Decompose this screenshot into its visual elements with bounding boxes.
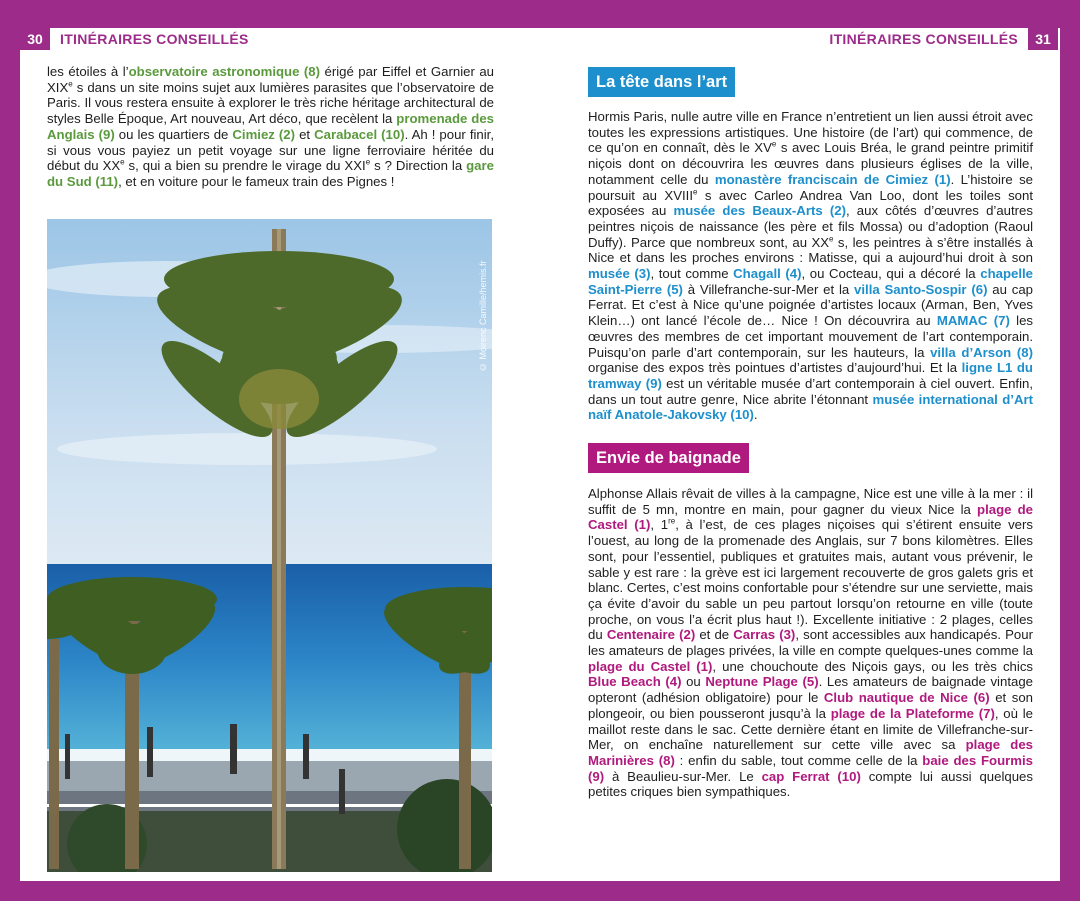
poi-centenaire: Centenaire (2) <box>606 627 696 643</box>
promenade-palm-trees-photo <box>47 219 492 872</box>
top-frame <box>0 0 1080 28</box>
poi-ligne-tramway: ligne L1 du tramway (9) <box>588 360 1033 391</box>
poi-plage-castel: plage de Castel (1) <box>588 501 1033 533</box>
left-frame <box>0 0 20 901</box>
photo-credit: © Moirenc Camille/hemis.fr <box>478 260 488 372</box>
right-frame <box>1060 0 1080 901</box>
poi-mamac: MAMAC (7) <box>936 313 1010 329</box>
poi-plage-marinieres: plage des Marinières (8) <box>588 737 1033 768</box>
left-intro-paragraph: les étoiles à l’observatoire astronomique (8) érigé par Eiffel et Garnier au XIXe s dans un site moins sujet aux lumières parasites que l’observatoire de Paris. Il vous restera ensuite à explorer le très riche héritage architectural de styles Belle Époque, Art nouveau, Art déco, que recèlent la promenade des Anglais (9) ou les quartiers de Cimiez (2) et Carabacel (10). Ah ! pour finir, si vous vous payiez un petit voyage sur une ligne ferroviaire héritée du début du XXe s, qui a bien su prendre le virage du XXIe s ? Direction la gare du Sud (11), et en voiture pour le fameux train des Pignes ! <box>47 64 495 189</box>
poi-plage-du-castel: plage du Castel (1) <box>588 658 713 674</box>
left-running-head: ITINÉRAIRES CONSEILLÉS <box>60 31 249 47</box>
left-page-number: 30 <box>20 28 50 50</box>
poi-monastere-cimiez: monastère franciscain de Cimiez (1) <box>714 171 951 187</box>
poi-carras: Carras (3) <box>733 627 796 643</box>
section-title-art: La tête dans l’art <box>588 67 735 97</box>
poi-plage-plateforme: plage de la Plateforme (7) <box>830 705 995 721</box>
poi-neptune-plage: Neptune Plage (5) <box>705 674 819 690</box>
poi-cimiez: Cimiez (2) <box>232 126 296 142</box>
right-page-number: 31 <box>1028 28 1058 50</box>
right-running-head: ITINÉRAIRES CONSEILLÉS <box>829 31 1018 47</box>
poi-chagall: Chagall (4) <box>733 266 802 282</box>
poi-blue-beach: Blue Beach (4) <box>588 674 682 690</box>
poi-carabacel: Carabacel (10) <box>314 126 405 142</box>
poi-musee-matisse: musée (3) <box>588 266 651 282</box>
poi-promenade-anglais: promenade des Anglais (9) <box>47 111 494 142</box>
section-title-baignade: Envie de baignade <box>588 443 749 473</box>
poi-musee-beaux-arts: musée des Beaux-Arts (2) <box>673 203 846 219</box>
baignade-paragraph: Alphonse Allais rêvait de villes à la campagne, Nice est une ville à la mer : il suffit de 5 mn, montre en main, pour gagner du vieux Nice la plage de Castel (1), 1re, à l’est, de ces plages niçoises qui s’étirent ensuite vers l’ouest, au long de la promenade des Anglais, sur 7 bons kilomètres. Elles sont, pour l’essentiel, publiques et gratuites mais, autant vous prévenir, le sable y est rare : la grève est ici largement recouverte de gros galets gris et blanc. Certes, c’est moins confortable pour s’étendre sur une serviette, mais ça évite d’avoir du sable un peu partout lorsqu’on retourne en ville (toute proche, on vous l’a écrit plus haut !). Excellente initiative : 2 plages, celles du Centenaire (2) et de Carras (3), sont accessibles aux handicapés. Pour les amateurs de plages privées, la ville en compte quelques-unes comme la plage du Castel (1), une chouchoute des Niçois gays, ou les très chics Blue Beach (4) ou Neptune Plage (5). Les amateurs de baignade vintage opteront (adhésion obligatoire) pour le Club nautique de Nice (6) et son plongeoir, ou bien pousseront jusqu’à la plage de la Plateforme (7), où le maillot reste dans le sac. Cette dernière étant en limite de Villefranche-sur-Mer, on enchaîne naturellement sur cette ville avec sa plage des Marinières (8) : enfin du sable, tout comme celle de la baie des Fourmis (9) à Beaulieu-sur-Mer. Le cap Ferrat (10) compte lui aussi quelques petites criques bien sympathiques. <box>588 486 1034 800</box>
poi-observatoire: observatoire astronomique (8) <box>128 64 321 79</box>
poi-chapelle-saint-pierre: chapelle Saint-Pierre (5) <box>588 266 1034 297</box>
poi-villa-arson: villa d’Arson (8) <box>930 344 1033 360</box>
poi-villa-santo-sospir: villa Santo-Sospir (6) <box>854 281 988 297</box>
bottom-frame <box>0 881 1080 901</box>
poi-baie-fourmis: baie des Fourmis (9) <box>588 752 1033 784</box>
poi-cap-ferrat: cap Ferrat (10) <box>761 768 861 784</box>
poi-club-nautique: Club nautique de Nice (6) <box>823 690 990 706</box>
poi-musee-art-naif: musée international d’Art naïf Anatole-Jakovsky (10) <box>588 391 1033 423</box>
art-paragraph: Hormis Paris, nulle autre ville en France n’entretient un lien aussi étroit avec toutes les expressions artistiques. Une histoire (de l’art) qui commence, de ce qu’on en connaît, dès le XVe s avec Louis Bréa, le grand peintre primitif niçois dont on découvrira les œuvres dans plusieurs églises de la ville, notamment celle du monastère franciscain de Cimiez (1). L’histoire se poursuit au XVIIIe s avec Carleo Andrea Van Loo, dont les toiles sont exposées au musée des Beaux-Arts (2), aux côtés d’œuvres d’autres peintres niçois de naissance (les père et fils Mossa) ou d’adoption (Raoul Duffy). Parce que nombreux sont, au XXe s, les peintres à s’être installés à Nice et dans les proches environs : Matisse, qui a aujourd’hui droit à son musée (3), tout comme Chagall (4), ou Cocteau, qui a décoré la chapelle Saint-Pierre (5) à Villefranche-sur-Mer et la villa Santo-Sospir (6) au cap Ferrat. Et c’est à Nice qu’une poignée d’artistes locaux (Arman, Ben, Yves Klein…) ont lancé l’école de… Nice ! On découvrira au MAMAC (7) les œuvres des membres de cet important mouvement de l’art contemporain. Puisqu’on parle d’art contemporain, sur les hauteurs, la villa d’Arson (8) organise des expos très pointues d’artistes d’aujourd’hui. Et la ligne L1 du tramway (9) est un véritable musée d’art contemporain à ciel ouvert. Enfin, dans un tout autre genre, Nice abrite l’étonnant musée international d’Art naïf Anatole-Jakovsky (10). <box>588 109 1034 423</box>
poi-gare-du-sud: gare du Sud (11) <box>47 158 494 189</box>
